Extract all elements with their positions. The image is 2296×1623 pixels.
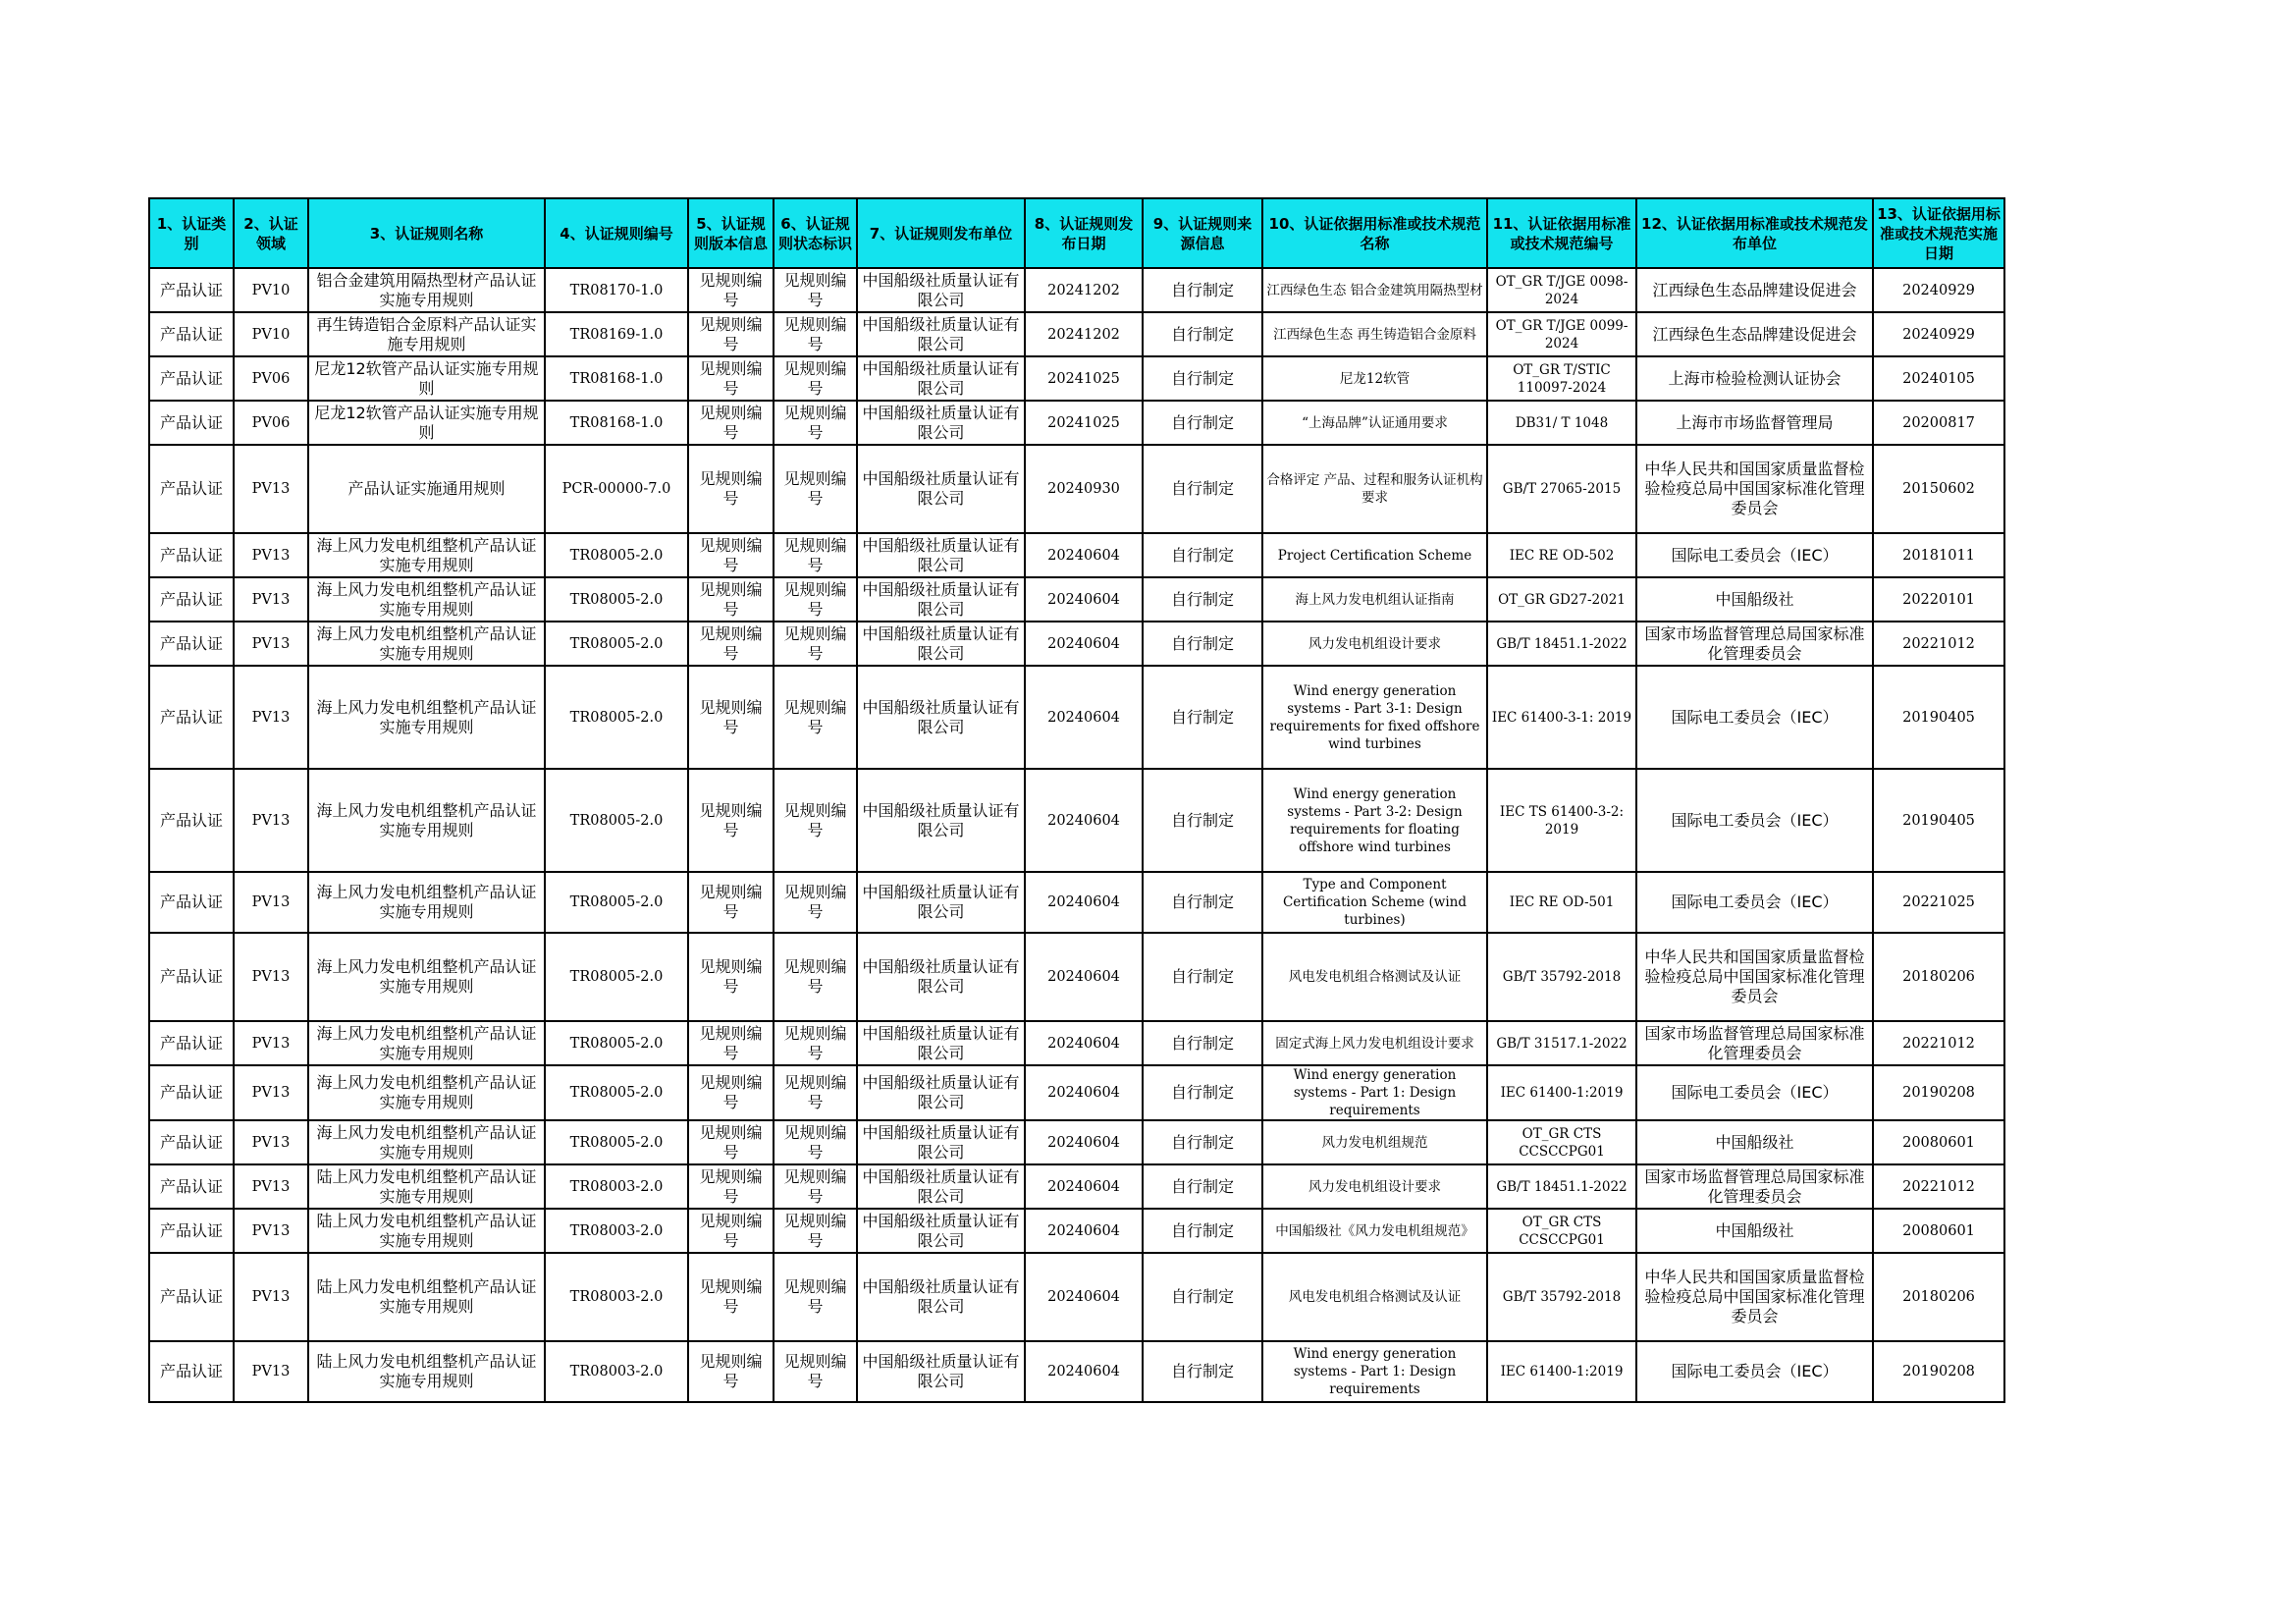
header-cell: 8、认证规则发布日期: [1025, 198, 1143, 268]
table-cell: 20240604: [1025, 1341, 1143, 1402]
table-cell: TR08003-2.0: [545, 1209, 688, 1253]
table-cell: 20180206: [1873, 1253, 2004, 1341]
table-cell: IEC TS 61400-3-2: 2019: [1487, 769, 1636, 872]
table-cell: PV10: [234, 268, 308, 312]
table-cell: Project Certification Scheme: [1262, 533, 1487, 577]
table-cell: GB/T 18451.1-2022: [1487, 1164, 1636, 1209]
table-cell: 见规则编号: [688, 872, 774, 933]
table-row: [149, 1120, 2004, 1164]
table-cell: 中国船级社质量认证有限公司: [857, 1209, 1025, 1253]
table-row: [149, 401, 2004, 445]
table-cell: 20240929: [1873, 268, 2004, 312]
table-cell: 中国船级社质量认证有限公司: [857, 356, 1025, 401]
table-cell: 国际电工委员会（IEC）: [1636, 1341, 1873, 1402]
header-cell: 10、认证依据用标准或技术规范名称: [1262, 198, 1487, 268]
table-cell: 20240604: [1025, 533, 1143, 577]
table-cell: 自行制定: [1143, 533, 1262, 577]
table-cell: 中国船级社: [1636, 1120, 1873, 1164]
table-cell: 产品认证: [149, 1341, 234, 1402]
table-cell: 产品认证: [149, 445, 234, 533]
table-cell: 固定式海上风力发电机组设计要求: [1262, 1021, 1487, 1065]
table-cell: PV13: [234, 1120, 308, 1164]
table-cell: 产品认证: [149, 1164, 234, 1209]
table-cell: 20221025: [1873, 872, 2004, 933]
table-row: [149, 1164, 2004, 1209]
table-cell: 国际电工委员会（IEC）: [1636, 666, 1873, 769]
table-cell: 自行制定: [1143, 445, 1262, 533]
table-cell: Wind energy generation systems - Part 3-2: Design requirements for floating offshore wind turbines: [1262, 769, 1487, 872]
table-cell: 中国船级社质量认证有限公司: [857, 666, 1025, 769]
header-cell: 5、认证规则版本信息: [688, 198, 774, 268]
header-cell: 13、认证依据用标准或技术规范实施日期: [1873, 198, 2004, 268]
table-cell: 20240604: [1025, 666, 1143, 769]
table-cell: GB/T 27065-2015: [1487, 445, 1636, 533]
table-cell: 中国船级社质量认证有限公司: [857, 533, 1025, 577]
table-cell: 20221012: [1873, 1164, 2004, 1209]
table-cell: 陆上风力发电机组整机产品认证实施专用规则: [308, 1253, 545, 1341]
table-cell: 中国船级社《风力发电机组规范》: [1262, 1209, 1487, 1253]
table-cell: 见规则编号: [688, 1253, 774, 1341]
table-cell: 产品认证: [149, 622, 234, 666]
table-cell: 中国船级社质量认证有限公司: [857, 933, 1025, 1021]
table-cell: 见规则编号: [688, 769, 774, 872]
table-cell: 中华人民共和国国家质量监督检验检疫总局中国国家标准化管理委员会: [1636, 445, 1873, 533]
table-row: [149, 533, 2004, 577]
table-cell: 产品认证: [149, 1021, 234, 1065]
table-cell: 国家市场监督管理总局国家标准化管理委员会: [1636, 1164, 1873, 1209]
table-cell: 海上风力发电机组整机产品认证实施专用规则: [308, 933, 545, 1021]
table-cell: PV13: [234, 933, 308, 1021]
table-cell: 见规则编号: [774, 401, 857, 445]
table-cell: OT_GR T/JGE 0099-2024: [1487, 312, 1636, 356]
table-cell: 20241202: [1025, 312, 1143, 356]
table-cell: 见规则编号: [774, 1021, 857, 1065]
table-cell: 尼龙12软管产品认证实施专用规则: [308, 401, 545, 445]
table-cell: TR08005-2.0: [545, 872, 688, 933]
table-cell: PV13: [234, 1065, 308, 1120]
table-cell: IEC 61400-3-1: 2019: [1487, 666, 1636, 769]
table-cell: OT_GR T/JGE 0098-2024: [1487, 268, 1636, 312]
table-cell: 自行制定: [1143, 769, 1262, 872]
table-cell: 见规则编号: [688, 666, 774, 769]
table-cell: 江西绿色生态 再生铸造铝合金原料: [1262, 312, 1487, 356]
table-cell: 国际电工委员会（IEC）: [1636, 1065, 1873, 1120]
table-cell: 产品认证: [149, 666, 234, 769]
table-cell: 中华人民共和国国家质量监督检验检疫总局中国国家标准化管理委员会: [1636, 933, 1873, 1021]
table-row: [149, 577, 2004, 622]
table-cell: OT_GR CTS CCSCCPG01: [1487, 1120, 1636, 1164]
table-cell: 20240604: [1025, 1209, 1143, 1253]
table-cell: 产品认证: [149, 769, 234, 872]
table-cell: 20241025: [1025, 356, 1143, 401]
table-cell: 自行制定: [1143, 666, 1262, 769]
table-cell: 自行制定: [1143, 1164, 1262, 1209]
table-cell: 见规则编号: [688, 1164, 774, 1209]
table-cell: Wind energy generation systems - Part 1: Design requirements: [1262, 1341, 1487, 1402]
header-cell: 4、认证规则编号: [545, 198, 688, 268]
table-cell: 20240604: [1025, 872, 1143, 933]
table-cell: 国际电工委员会（IEC）: [1636, 533, 1873, 577]
header-row: [149, 198, 2004, 268]
table-cell: 见规则编号: [688, 401, 774, 445]
table-row: [149, 1021, 2004, 1065]
table-cell: 见规则编号: [688, 1120, 774, 1164]
table-cell: 产品认证: [149, 401, 234, 445]
table-cell: TR08005-2.0: [545, 533, 688, 577]
table-cell: IEC RE OD-501: [1487, 872, 1636, 933]
table-cell: 中国船级社质量认证有限公司: [857, 1120, 1025, 1164]
table-cell: 中国船级社质量认证有限公司: [857, 1021, 1025, 1065]
table-cell: TR08005-2.0: [545, 622, 688, 666]
table-cell: 海上风力发电机组认证指南: [1262, 577, 1487, 622]
header-cell: 3、认证规则名称: [308, 198, 545, 268]
table-cell: 见规则编号: [774, 872, 857, 933]
table-cell: 自行制定: [1143, 356, 1262, 401]
table-cell: 海上风力发电机组整机产品认证实施专用规则: [308, 1021, 545, 1065]
table-cell: Type and Component Certification Scheme (wind turbines): [1262, 872, 1487, 933]
table-cell: 风力发电机组设计要求: [1262, 1164, 1487, 1209]
table-cell: 见规则编号: [774, 1209, 857, 1253]
table-cell: 风力发电机组规范: [1262, 1120, 1487, 1164]
table-cell: 风电发电机组合格测试及认证: [1262, 1253, 1487, 1341]
table-cell: 国际电工委员会（IEC）: [1636, 769, 1873, 872]
table-cell: PV13: [234, 533, 308, 577]
table-cell: TR08005-2.0: [545, 666, 688, 769]
table-cell: 20190208: [1873, 1341, 2004, 1402]
table-cell: 见规则编号: [774, 268, 857, 312]
table-cell: 20241202: [1025, 268, 1143, 312]
table-cell: 自行制定: [1143, 933, 1262, 1021]
table-cell: PCR-00000-7.0: [545, 445, 688, 533]
table-cell: 中国船级社质量认证有限公司: [857, 1065, 1025, 1120]
table-cell: 见规则编号: [688, 356, 774, 401]
header-cell: 11、认证依据用标准或技术规范编号: [1487, 198, 1636, 268]
table-cell: 20240929: [1873, 312, 2004, 356]
table-cell: 自行制定: [1143, 1253, 1262, 1341]
table-cell: 20220101: [1873, 577, 2004, 622]
table-cell: IEC 61400-1:2019: [1487, 1341, 1636, 1402]
table-cell: 自行制定: [1143, 1120, 1262, 1164]
table-cell: 中国船级社质量认证有限公司: [857, 401, 1025, 445]
table-cell: PV13: [234, 1209, 308, 1253]
header-cell: 2、认证领域: [234, 198, 308, 268]
table-cell: TR08005-2.0: [545, 577, 688, 622]
table-cell: 国际电工委员会（IEC）: [1636, 872, 1873, 933]
table-cell: OT_GR CTS CCSCCPG01: [1487, 1209, 1636, 1253]
table-cell: 中国船级社: [1636, 1209, 1873, 1253]
table-cell: 见规则编号: [688, 1021, 774, 1065]
table-cell: 20190405: [1873, 666, 2004, 769]
table-cell: 再生铸造铝合金原料产品认证实施专用规则: [308, 312, 545, 356]
table-cell: 见规则编号: [774, 933, 857, 1021]
table-cell: 中国船级社质量认证有限公司: [857, 769, 1025, 872]
table-cell: TR08169-1.0: [545, 312, 688, 356]
table-cell: 江西绿色生态品牌建设促进会: [1636, 268, 1873, 312]
table-cell: 见规则编号: [774, 1120, 857, 1164]
table-cell: 20150602: [1873, 445, 2004, 533]
table-cell: 20180206: [1873, 933, 2004, 1021]
table-cell: PV13: [234, 622, 308, 666]
table-cell: IEC RE OD-502: [1487, 533, 1636, 577]
table-row: [149, 1253, 2004, 1341]
table-cell: 产品认证: [149, 268, 234, 312]
table-cell: 海上风力发电机组整机产品认证实施专用规则: [308, 533, 545, 577]
table-cell: 海上风力发电机组整机产品认证实施专用规则: [308, 666, 545, 769]
table-cell: 20240604: [1025, 622, 1143, 666]
table-cell: 20240930: [1025, 445, 1143, 533]
table-cell: 海上风力发电机组整机产品认证实施专用规则: [308, 577, 545, 622]
table-cell: 中国船级社质量认证有限公司: [857, 872, 1025, 933]
certification-rules-sheet: [148, 197, 2005, 1403]
table-cell: 见规则编号: [774, 622, 857, 666]
table-cell: 自行制定: [1143, 1209, 1262, 1253]
table-cell: 20240604: [1025, 1021, 1143, 1065]
table-cell: 国家市场监督管理总局国家标准化管理委员会: [1636, 1021, 1873, 1065]
table-cell: 产品认证: [149, 1120, 234, 1164]
header-cell: 12、认证依据用标准或技术规范发布单位: [1636, 198, 1873, 268]
table-cell: Wind energy generation systems - Part 3-1: Design requirements for fixed offshore wind turbines: [1262, 666, 1487, 769]
table-cell: TR08003-2.0: [545, 1164, 688, 1209]
table-cell: DB31/ T 1048: [1487, 401, 1636, 445]
table-cell: 中国船级社: [1636, 577, 1873, 622]
table-row: [149, 769, 2004, 872]
table-cell: TR08005-2.0: [545, 1120, 688, 1164]
table-cell: TR08168-1.0: [545, 356, 688, 401]
table-cell: 自行制定: [1143, 577, 1262, 622]
table-cell: PV06: [234, 356, 308, 401]
table-cell: 产品认证: [149, 533, 234, 577]
table-cell: 铝合金建筑用隔热型材产品认证实施专用规则: [308, 268, 545, 312]
table-cell: 20190405: [1873, 769, 2004, 872]
table-cell: 20240105: [1873, 356, 2004, 401]
table-cell: OT_GR T/STIC 110097-2024: [1487, 356, 1636, 401]
table-cell: IEC 61400-1:2019: [1487, 1065, 1636, 1120]
table-cell: 产品认证: [149, 1065, 234, 1120]
table-cell: 海上风力发电机组整机产品认证实施专用规则: [308, 1120, 545, 1164]
table-cell: Wind energy generation systems - Part 1: Design requirements: [1262, 1065, 1487, 1120]
table-cell: 自行制定: [1143, 1065, 1262, 1120]
table-cell: PV13: [234, 769, 308, 872]
table-cell: 产品认证: [149, 933, 234, 1021]
table-cell: 自行制定: [1143, 1021, 1262, 1065]
table-row: [149, 356, 2004, 401]
table-cell: 自行制定: [1143, 268, 1262, 312]
table-row: [149, 312, 2004, 356]
table-cell: 国家市场监督管理总局国家标准化管理委员会: [1636, 622, 1873, 666]
table-cell: 20240604: [1025, 1120, 1143, 1164]
table-cell: 见规则编号: [774, 577, 857, 622]
table-cell: 产品认证: [149, 356, 234, 401]
table-cell: PV13: [234, 1021, 308, 1065]
table-cell: 见规则编号: [774, 1065, 857, 1120]
table-cell: 20240604: [1025, 1065, 1143, 1120]
table-cell: 产品认证: [149, 577, 234, 622]
table-cell: 见规则编号: [688, 577, 774, 622]
table-cell: 产品认证: [149, 872, 234, 933]
table-cell: 产品认证: [149, 1253, 234, 1341]
table-cell: 20080601: [1873, 1209, 2004, 1253]
table-cell: 自行制定: [1143, 622, 1262, 666]
table-cell: 见规则编号: [688, 622, 774, 666]
table-cell: TR08005-2.0: [545, 1065, 688, 1120]
table-cell: 见规则编号: [774, 769, 857, 872]
table-cell: PV13: [234, 1341, 308, 1402]
table-cell: PV06: [234, 401, 308, 445]
table-cell: PV13: [234, 445, 308, 533]
table-cell: PV13: [234, 577, 308, 622]
table-cell: PV13: [234, 1253, 308, 1341]
table-cell: 20221012: [1873, 1021, 2004, 1065]
table-row: [149, 1065, 2004, 1120]
table-cell: 20241025: [1025, 401, 1143, 445]
table-cell: 中国船级社质量认证有限公司: [857, 268, 1025, 312]
table-cell: 20240604: [1025, 1164, 1143, 1209]
table-cell: 见规则编号: [774, 356, 857, 401]
table-cell: TR08170-1.0: [545, 268, 688, 312]
table-cell: 尼龙12软管: [1262, 356, 1487, 401]
table-cell: 自行制定: [1143, 312, 1262, 356]
table-cell: 尼龙12软管产品认证实施专用规则: [308, 356, 545, 401]
header-cell: 9、认证规则来源信息: [1143, 198, 1262, 268]
table-cell: 见规则编号: [774, 1341, 857, 1402]
table-cell: 海上风力发电机组整机产品认证实施专用规则: [308, 872, 545, 933]
table-cell: 中国船级社质量认证有限公司: [857, 312, 1025, 356]
table-row: [149, 1341, 2004, 1402]
table-cell: 见规则编号: [688, 1209, 774, 1253]
table-cell: 见规则编号: [688, 933, 774, 1021]
table-cell: GB/T 35792-2018: [1487, 933, 1636, 1021]
table-cell: 20181011: [1873, 533, 2004, 577]
table-cell: GB/T 18451.1-2022: [1487, 622, 1636, 666]
table-cell: 见规则编号: [688, 1341, 774, 1402]
table-cell: 见规则编号: [688, 1065, 774, 1120]
table-cell: 陆上风力发电机组整机产品认证实施专用规则: [308, 1341, 545, 1402]
table-cell: 见规则编号: [774, 1164, 857, 1209]
table-cell: TR08005-2.0: [545, 769, 688, 872]
table-cell: 产品认证实施通用规则: [308, 445, 545, 533]
table-cell: 见规则编号: [688, 445, 774, 533]
table-cell: 中国船级社质量认证有限公司: [857, 577, 1025, 622]
table-cell: OT_GR GD27-2021: [1487, 577, 1636, 622]
table-row: [149, 1209, 2004, 1253]
table-cell: 自行制定: [1143, 1341, 1262, 1402]
table-cell: 风力发电机组设计要求: [1262, 622, 1487, 666]
table-cell: 见规则编号: [774, 533, 857, 577]
table-row: [149, 872, 2004, 933]
table-cell: 见规则编号: [688, 312, 774, 356]
table-cell: 自行制定: [1143, 872, 1262, 933]
table-cell: 海上风力发电机组整机产品认证实施专用规则: [308, 769, 545, 872]
table-cell: 见规则编号: [774, 445, 857, 533]
table-cell: 中国船级社质量认证有限公司: [857, 1341, 1025, 1402]
table-cell: 中国船级社质量认证有限公司: [857, 1253, 1025, 1341]
table-cell: GB/T 31517.1-2022: [1487, 1021, 1636, 1065]
table-cell: PV13: [234, 872, 308, 933]
table-cell: 上海市检验检测认证协会: [1636, 356, 1873, 401]
table-cell: TR08003-2.0: [545, 1341, 688, 1402]
table-cell: 中华人民共和国国家质量监督检验检疫总局中国国家标准化管理委员会: [1636, 1253, 1873, 1341]
table-cell: PV10: [234, 312, 308, 356]
header-cell: 7、认证规则发布单位: [857, 198, 1025, 268]
table-cell: 海上风力发电机组整机产品认证实施专用规则: [308, 622, 545, 666]
table-body: [149, 268, 2004, 1402]
table-cell: GB/T 35792-2018: [1487, 1253, 1636, 1341]
table-cell: TR08005-2.0: [545, 1021, 688, 1065]
table-cell: 中国船级社质量认证有限公司: [857, 445, 1025, 533]
table-cell: 20221012: [1873, 622, 2004, 666]
table-cell: 20240604: [1025, 577, 1143, 622]
table-cell: 20240604: [1025, 1253, 1143, 1341]
table-cell: TR08003-2.0: [545, 1253, 688, 1341]
table-cell: 20240604: [1025, 769, 1143, 872]
table-cell: 风电发电机组合格测试及认证: [1262, 933, 1487, 1021]
table-cell: 产品认证: [149, 1209, 234, 1253]
table-cell: 20240604: [1025, 933, 1143, 1021]
table-cell: 见规则编号: [688, 533, 774, 577]
table-cell: TR08005-2.0: [545, 933, 688, 1021]
table-cell: 自行制定: [1143, 401, 1262, 445]
table-cell: 陆上风力发电机组整机产品认证实施专用规则: [308, 1209, 545, 1253]
table-cell: 见规则编号: [774, 666, 857, 769]
table-row: [149, 666, 2004, 769]
header-cell: 6、认证规则状态标识: [774, 198, 857, 268]
table-cell: 中国船级社质量认证有限公司: [857, 622, 1025, 666]
table-cell: 见规则编号: [688, 268, 774, 312]
header-cell: 1、认证类别: [149, 198, 234, 268]
table-row: [149, 933, 2004, 1021]
table-cell: 陆上风力发电机组整机产品认证实施专用规则: [308, 1164, 545, 1209]
table-cell: PV13: [234, 1164, 308, 1209]
table-cell: “上海品牌”认证通用要求: [1262, 401, 1487, 445]
certification-rules-table: [148, 197, 2005, 1403]
table-cell: 20190208: [1873, 1065, 2004, 1120]
table-cell: 见规则编号: [774, 1253, 857, 1341]
table-cell: PV13: [234, 666, 308, 769]
table-cell: 20200817: [1873, 401, 2004, 445]
table-cell: TR08168-1.0: [545, 401, 688, 445]
table-cell: 中国船级社质量认证有限公司: [857, 1164, 1025, 1209]
table-cell: 江西绿色生态 铝合金建筑用隔热型材: [1262, 268, 1487, 312]
table-cell: 产品认证: [149, 312, 234, 356]
table-cell: 江西绿色生态品牌建设促进会: [1636, 312, 1873, 356]
table-cell: 海上风力发电机组整机产品认证实施专用规则: [308, 1065, 545, 1120]
table-row: [149, 622, 2004, 666]
table-row: [149, 268, 2004, 312]
table-cell: 上海市市场监督管理局: [1636, 401, 1873, 445]
table-row: [149, 445, 2004, 533]
table-cell: 20080601: [1873, 1120, 2004, 1164]
table-cell: 合格评定 产品、过程和服务认证机构要求: [1262, 445, 1487, 533]
table-cell: 见规则编号: [774, 312, 857, 356]
